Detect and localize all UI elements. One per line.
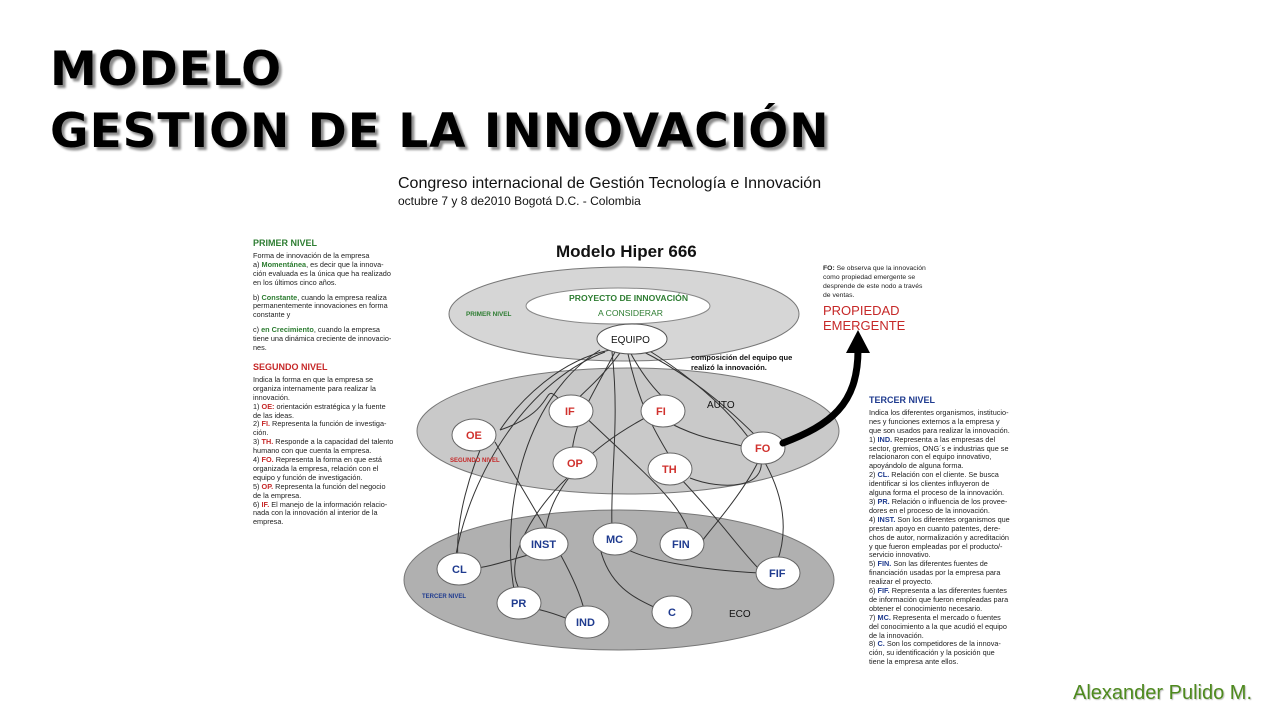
node-ind-label: IND [576, 617, 595, 629]
node-fif [756, 557, 800, 589]
fo-note-2: como propiedad emergente se [823, 274, 916, 281]
node-if [549, 395, 593, 427]
node-oe-label: OE [466, 430, 482, 442]
propiedad-emergente-1: PROPIEDAD [823, 303, 900, 318]
composicion-note-2: realizó la innovación. [691, 363, 767, 372]
node-inst-label: INST [531, 539, 557, 551]
tercer-nivel-text: Indica los diferentes organismos, institucio- nes y funciones externos a la empresa y que son usados para realizar la innovación. 1) IND. Representa a las empresas del sector, gremios, ONG´s e industrias que se relacionaron con el equipo innovativo, apoyándolo de alguna forma. 2) CL. Relación con el cliente. Se busca identificar si los clientes influyeron de alguna forma el proceso de la innovación. 3) PR. Relación o influencia de los provee- dores en el proceso de la innovación. 4) INST. Son los diferentes organismos que prestan apoyo en cuanto patentes, dere- chos de autor, normalización y acreditación y que fueron empleadas por el producto/- servicio innovativo. 5) FIN. Son las diferentes fuentes de financiación usadas por la empresa para realizar el proyecto. 6) FIF. Representa a las diferentes fuentes de información que fueron empleadas para obtener el conocimiento necesario. 7) MC. Representa el mercado o fuentes del conocimiento a la que acudió el equipo de la innovación. 8) C. Son los competidores de la innova- ción, su identificación y la posición que tiene la empresa ante ellos. [869, 407, 1010, 667]
node-c [652, 596, 692, 628]
propiedad-emergente-2: EMERGENTE [823, 318, 906, 333]
node-oe [452, 419, 496, 451]
node-fi-label: FI [656, 406, 666, 418]
node-fin [660, 528, 704, 560]
tercer-nivel-heading: TERCER NIVEL [869, 395, 936, 405]
author-name: Alexander Pulido M. [1073, 682, 1252, 704]
segundo-nivel-label: SEGUNDO NIVEL [450, 458, 500, 464]
node-fin-label: FIN [672, 539, 690, 551]
proyecto-label: PROYECTO DE INNOVACIÓN [569, 293, 689, 303]
conference-title: Congreso internacional de Gestión Tecnología e Innovación [398, 175, 822, 192]
node-if-label: IF [565, 406, 575, 418]
diagram-title: Modelo Hiper 666 [556, 242, 697, 261]
node-pr [497, 587, 541, 619]
fo-note-4: de ventas. [823, 292, 855, 299]
node-pr-label: PR [511, 598, 527, 610]
node-mc [593, 523, 637, 555]
fo-note-3: desprende de este nodo a través [823, 283, 923, 290]
node-ind [565, 606, 609, 638]
node-fo [741, 432, 785, 464]
fo-note-1: FO: Se observa que la innovación [823, 265, 926, 272]
slide-title-line-2: GESTION DE LA INNOVACIÓN [50, 104, 830, 159]
emergent-arrowhead [846, 330, 870, 353]
primer-nivel-label: PRIMER NIVEL [466, 311, 512, 318]
node-cl-label: CL [452, 564, 467, 576]
node-cl [437, 553, 481, 585]
segundo-nivel-heading: SEGUNDO NIVEL [253, 361, 328, 372]
node-inst [520, 528, 568, 560]
node-mc-label: MC [606, 534, 624, 546]
eco-label: ECO [729, 609, 751, 620]
primer-nivel-text: Forma de innovación de la empresa a) Momentánea, es decir que la innova- ción evaluada es la única que ha realizado en los últimos cinco años. [253, 250, 391, 287]
primer-nivel-b: b) Constante, cuando la empresa realiza permanentemente innovaciones en forma constante y [253, 292, 388, 320]
auto-label: AUTO [707, 400, 735, 411]
slide-title-line-1: MODELO [50, 42, 283, 97]
node-th [648, 453, 692, 485]
node-fif-label: FIF [769, 568, 786, 580]
node-fi [641, 395, 685, 427]
primer-nivel-c: c) en Crecimiento, cuando la empresa tiene una dinámica creciente de innovacio- nes. [253, 325, 392, 353]
equipo-label: EQUIPO [611, 335, 650, 346]
composicion-note-1: composición del equipo que [691, 353, 793, 362]
node-c-label: C [668, 607, 676, 619]
node-th-label: TH [662, 464, 677, 476]
node-fo-label: FO [755, 443, 771, 455]
primer-nivel-heading: PRIMER NIVEL [253, 238, 318, 248]
node-op-label: OP [567, 458, 583, 470]
proyecto-sublabel: A CONSIDERAR [598, 308, 663, 318]
node-op [553, 447, 597, 479]
segundo-nivel-text: Indica la forma en que la empresa se organiza internamente para realizar la innovación. 1) OE: orientación estratégica y la fuente de las ideas. 2) FI. Representa la función de investiga- ción. 3) TH. Responde a la capacidad del talento humano con que cuenta la empresa. 4) FO. Representa la forma en que está organizada la empresa, relación con el equipo y función de investigación. 5) OP. Representa la función del negocio de la empresa. 6) IF. El manejo de la información relacio- nada con la innovación al interior de la empresa. [253, 374, 394, 527]
tercer-nivel-label: TERCER NIVEL [422, 594, 467, 600]
conference-date: octubre 7 y 8 de2010 Bogotá D.C. - Colombia [398, 194, 641, 208]
